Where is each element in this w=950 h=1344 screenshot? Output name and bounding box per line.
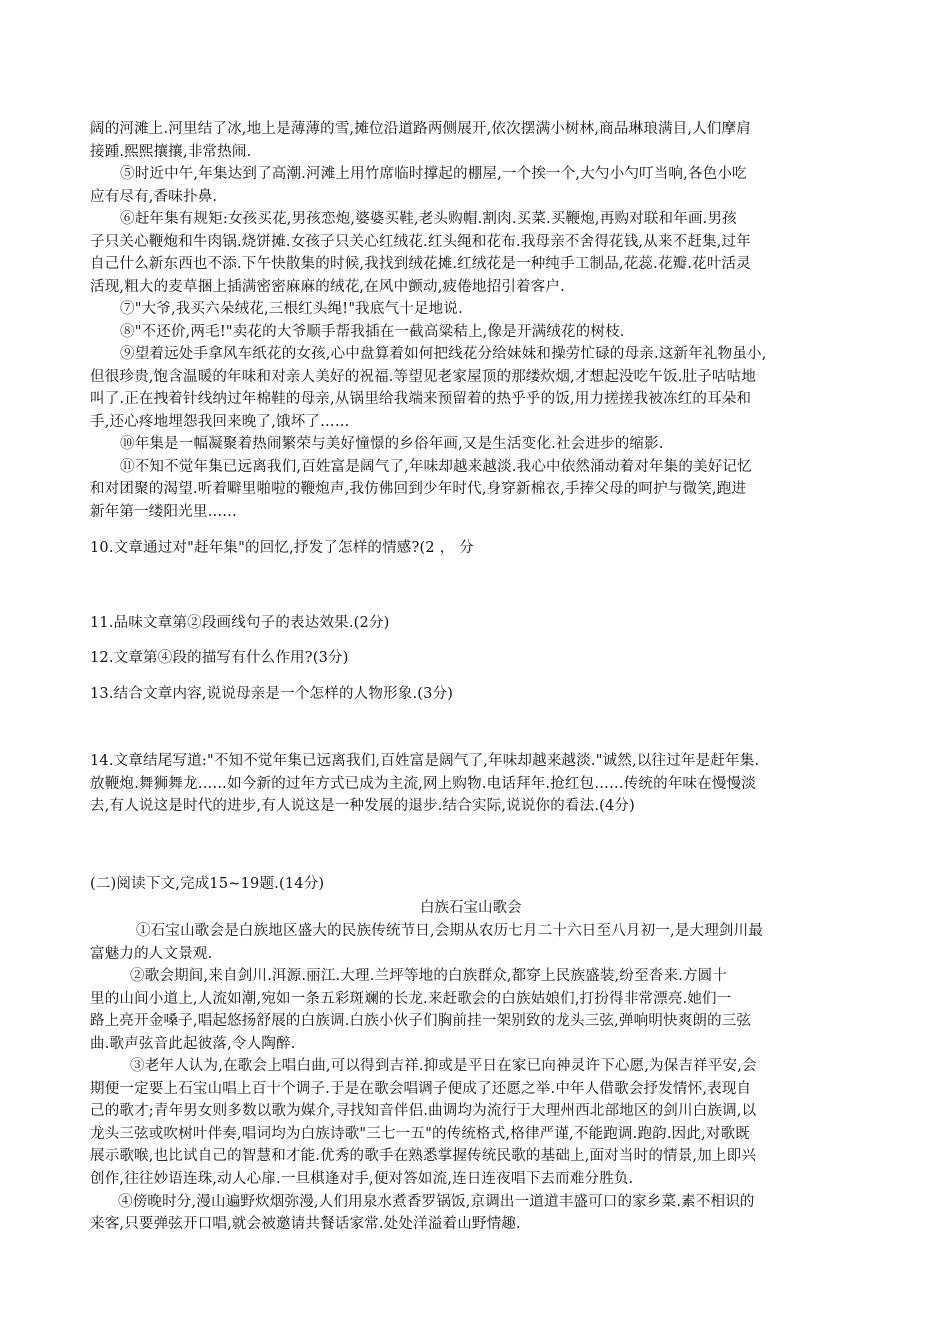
paragraph-line: 龙头三弦或吹树叶伴奏,唱词均为白族诗歌"三七一五"的传统格式,格律严谨,不能跑调.跑韵.因此,对歌既 xyxy=(90,1126,750,1142)
paragraph-line: ③老年人认为,在歌会上唱白曲,可以得到吉祥.抑或是平日在家已向神灵许下心愿,为保吉祥平安,会 xyxy=(130,1058,757,1074)
paragraph-line: 期便一定要上石宝山唱上百十个调子.于是在歌会唱调子便成了还愿之举.中年人借歌会抒发情怀,表现自 xyxy=(90,1081,752,1097)
paragraph-line: ⑧"不还价,两毛!"卖花的大爷顺手帮我插在一截高粱秸上,像是开满绒花的树枝. xyxy=(120,324,625,340)
paragraph-line: ⑪不知不觉年集已远离我们,百姓富是阔气了,年味却越来越淡.我心中依然涌动着对年集的美好记忆 xyxy=(120,459,752,475)
paragraph-line: 应有尽有,香味扑鼻. xyxy=(90,189,218,205)
paragraph-line: 路上亮开金嗓子,唱起悠扬舒展的白族调.白族小伙子们胸前挂一架别致的龙头三弦,弹响明快爽朗的三弦 xyxy=(90,1013,752,1029)
paragraph-line: ⑦"大爷,我买六朵绒花,三根红头绳!"我底气十足地说. xyxy=(120,301,463,317)
paragraph-line: ⑤时近中午,年集达到了高潮.河滩上用竹席临时撑起的棚屋,一个挨一个,大勺小勺叮当响,各色小吃 xyxy=(120,166,747,182)
paragraph-line: 展示歌喉,也比试自己的智慧和才能.优秀的歌手在熟悉掌握传统民歌的基础上,面对当时的情景,加上即兴 xyxy=(90,1148,757,1164)
paragraph-line: 里的山间小道上,人流如潮,宛如一条五彩斑斓的长龙.来赶歌会的白族姑娘们,打扮得非常漂亮.她们一 xyxy=(90,991,732,1007)
paragraph-line: 来客,只要弹弦开口唱,就会被邀请共餐话家常.处处洋溢着山野情趣. xyxy=(90,1216,521,1232)
paragraph-line: 阔的河滩上.河里结了冰,地上是薄薄的雪,摊位沿道路两侧展开,依次摆满小树林,商品琳琅满目,人们摩肩 xyxy=(90,121,751,137)
paragraph-line: 子只关心鞭炮和牛肉锅.烧饼摊.女孩子只关心红绒花.红头绳和花布.我母亲不舍得花钱,从来不赶集,过年 xyxy=(90,234,751,250)
paragraph-line: 富魅力的人文景观. xyxy=(90,946,213,962)
section-header: (二)阅读下文,完成15~19题.(14分) xyxy=(90,876,325,892)
paragraph-line: 曲.歌声弦音此起彼落,令人陶醉. xyxy=(90,1036,296,1052)
article-title: 白族石宝山歌会 xyxy=(420,900,522,916)
question-14-line: 放鞭炮.舞狮舞龙……如今新的过年方式已成为主流,网上购物.电话拜年.抢红包……传统的年味在慢慢淡 xyxy=(90,776,757,792)
paragraph-line: ②歌会期间,来自剑川.洱源.丽江.大理.兰坪等地的白族群众,都穿上民族盛装,纷至沓来.方圆十 xyxy=(130,968,728,984)
paragraph-line: ⑩年集是一幅凝聚着热闹繁荣与美好憧憬的乡俗年画,又是生活变化.社会进步的缩影. xyxy=(120,436,664,452)
question-12: 12.文章第④段的描写有什么作用?(3分) xyxy=(90,650,349,666)
paragraph-line: ④傍晚时分,漫山遍野炊烟弥漫,人们用泉水煮香罗锅饭,京调出一道道丰盛可口的家乡菜.素不相识的 xyxy=(118,1194,755,1210)
paragraph-line: 但很珍贵,饱含温暖的年味和对亲人美好的祝福.等望见老家屋顶的那缕炊烟,才想起没吃午饭.肚子咕咕地 xyxy=(90,369,757,385)
paragraph-line: 活现,粗大的麦草捆上插满密密麻麻的绒花,在风中颤动,疲倦地招引着客户. xyxy=(90,279,565,295)
question-11: 11.品味文章第②段画线句子的表达效果.(2分) xyxy=(90,615,390,631)
question-14-line: 去,有人说这是时代的进步,有人说这是一种发展的退步.结合实际,说说你的看法.(4分) xyxy=(90,798,635,814)
paragraph-line: 创作,往往妙语连珠,动人心扉.一旦棋逢对手,便对答如流,连日连夜唱下去而难分胜负. xyxy=(90,1171,634,1187)
paragraph-line: 叫了.正在拽着针线纳过年棉鞋的母亲,从锅里给我端来预留着的热乎乎的饭,用力搓搓我被冻红的耳朵和 xyxy=(90,391,752,407)
paragraph-line: ⑨望着远处手拿风车纸花的女孩,心中盘算着如何把线花分给妹妹和操劳忙碌的母亲.这新年礼物虽小, xyxy=(120,346,767,362)
paragraph-line: ①石宝山歌会是白族地区盛大的民族传统节日,会期从农历七月二十六日至八月初一,是大理剑川最 xyxy=(136,923,764,939)
paragraph-line: 新年第一缕阳光里…… xyxy=(90,504,237,520)
question-14-line: 14.文章结尾写道:"不知不觉年集已远离我们,百姓富是阔气了,年味却越来越淡."诚然,以往过年是赶年集. xyxy=(90,753,760,769)
paragraph-line: 自己什么新东西也不添.下午快散集的时候,我找到绒花摊.红绒花是一种纯手工制品,花蕊.花瓣.花叶活灵 xyxy=(90,256,751,272)
paragraph-line: 手,还心疼地埋怨我回来晚了,饿坏了…… xyxy=(90,414,350,430)
question-13: 13.结合文章内容,说说母亲是一个怎样的人物形象.(3分) xyxy=(90,686,454,702)
paragraph-line: 己的歌才;青年男女则多数以歌为媒介,寻找知音伴侣.曲调均为流行于大理州西北部地区的剑川白族调,以 xyxy=(90,1103,757,1119)
paragraph-line: 接踵.熙熙攘攘,非常热闹. xyxy=(90,144,252,160)
paragraph-line: ⑥赶年集有规矩:女孩买花,男孩恋炮,婆婆买鞋,老头购帽.割肉.买菜.买鞭炮,再购对联和年画.男孩 xyxy=(120,211,737,227)
question-10: 10.文章通过对"赶年集"的回忆,抒发了怎样的情感?(2 ， 分 xyxy=(90,540,474,556)
paragraph-line: 和对团聚的渴望.听着噼里啪啦的鞭炮声,我仿佛回到少年时代,身穿新棉衣,手捧父母的呵护与微笑,跑进 xyxy=(90,481,747,497)
